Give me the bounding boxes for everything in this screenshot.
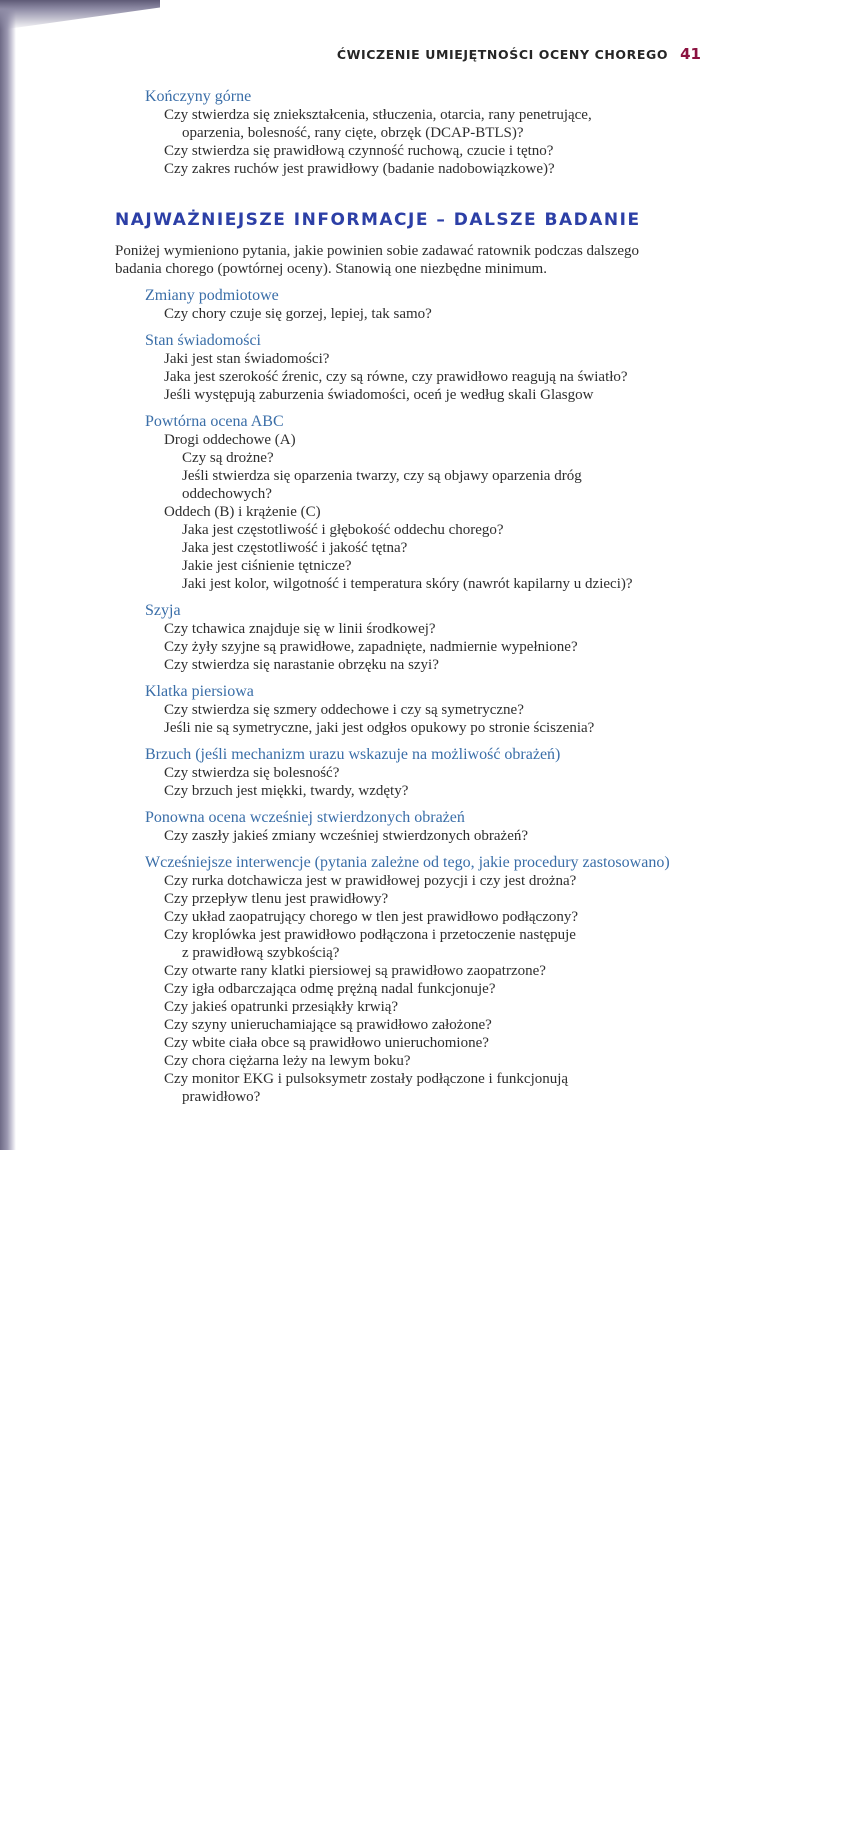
section-title: Ponowna ocena wcześniej stwierdzonych obrażeń: [145, 809, 465, 826]
section: [115, 808, 755, 845]
question-line: Czy igła odbarczająca odmę prężną nadal funkcjonuje?: [164, 981, 496, 997]
question-line: Czy kroplówka jest prawidłowo podłączona i przetoczenie następuje: [164, 927, 576, 943]
question-line: Jaka jest częstotliwość i głębokość oddechu chorego?: [182, 522, 504, 538]
question-line: Czy stwierdza się szmery oddechowe i czy są symetryczne?: [164, 702, 524, 718]
question-line: oparzenia, bolesność, rany cięte, obrzęk (DCAP-BTLS)?: [182, 125, 524, 141]
question-line: Jeśli nie są symetryczne, jaki jest odgłos opukowy po stronie ściszenia?: [164, 720, 595, 736]
question-line: Jaki jest stan świadomości?: [164, 351, 330, 367]
question-line: Jaka jest szerokość źrenic, czy są równe, czy prawidłowo reagują na światło?: [164, 369, 628, 385]
header-title: ĆWICZENIE UMIEJĘTNOŚCI OCENY CHOREGO: [336, 47, 669, 62]
question-line: Jaka jest częstotliwość i jakość tętna?: [182, 540, 408, 556]
running-header: [337, 45, 701, 63]
section: [115, 601, 755, 674]
question-line: Czy rurka dotchawicza jest w prawidłowej pozycji i czy jest drożna?: [164, 873, 577, 889]
question-line: Czy zakres ruchów jest prawidłowy (badanie nadobowiązkowe)?: [164, 161, 555, 177]
section: [115, 745, 755, 800]
section: [115, 331, 755, 404]
question-line: Czy tchawica znajduje się w linii środkowej?: [164, 621, 436, 637]
section-title: Powtórna ocena ABC: [145, 413, 284, 430]
intro-line: Poniżej wymieniono pytania, jakie powinien sobie zadawać ratownik podczas dalszego: [115, 243, 640, 259]
section-title: Zmiany podmiotowe: [145, 287, 279, 304]
question-line: prawidłowo?: [182, 1089, 261, 1105]
question-line: Czy jakieś opatrunki przesiąkły krwią?: [164, 999, 399, 1015]
main-heading: NAJWAŻNIEJSZE INFORMACJE – DALSZE BADANIE: [115, 210, 641, 230]
intro-paragraph: [115, 242, 755, 278]
section: [115, 412, 755, 593]
question-line: Czy są drożne?: [182, 450, 274, 466]
question-line: Czy chora ciężarna leży na lewym boku?: [164, 1053, 411, 1069]
question-sections: [115, 286, 755, 1106]
section: [115, 853, 755, 1106]
question-line: Jakie jest ciśnienie tętnicze?: [182, 558, 352, 574]
section-upper-limbs: [115, 87, 755, 178]
question-line: Jeśli stwierdza się oparzenia twarzy, czy są objawy oparzenia dróg: [182, 468, 582, 484]
section-title: Stan świadomości: [145, 332, 261, 349]
question-line: Czy otwarte rany klatki piersiowej są prawidłowo zaopatrzone?: [164, 963, 546, 979]
section-title: Szyja: [145, 602, 181, 619]
question-line: Drogi oddechowe (A): [164, 432, 296, 448]
section-title: Kończyny górne: [145, 88, 252, 105]
question-line: Czy żyły szyjne są prawidłowe, zapadnięte, nadmiernie wypełnione?: [164, 639, 578, 655]
question-line: Czy szyny unieruchamiające są prawidłowo założone?: [164, 1017, 492, 1033]
book-binding-shadow: [0, 0, 16, 1150]
question-line: Czy monitor EKG i pulsoksymetr zostały podłączone i funkcjonują: [164, 1071, 569, 1087]
question-line: Czy zaszły jakieś zmiany wcześniej stwierdzonych obrażeń?: [164, 828, 529, 844]
question-line: Czy przepływ tlenu jest prawidłowy?: [164, 891, 389, 907]
question-line: Czy stwierdza się zniekształcenia, stłuczenia, otarcia, rany penetrujące,: [164, 107, 592, 123]
question-line: Czy stwierdza się prawidłową czynność ruchową, czucie i tętno?: [164, 143, 554, 159]
question-line: Czy wbite ciała obce są prawidłowo unieruchomione?: [164, 1035, 489, 1051]
question-line: Czy układ zaopatrujący chorego w tlen jest prawidłowo podłączony?: [164, 909, 579, 925]
section-title: Klatka piersiowa: [145, 683, 254, 700]
question-line: Czy stwierdza się narastanie obrzęku na szyi?: [164, 657, 439, 673]
section: [115, 286, 755, 323]
question-line: oddechowych?: [182, 486, 272, 502]
question-line: Oddech (B) i krążenie (C): [164, 504, 321, 520]
book-binding-corner: [0, 0, 160, 30]
section: [115, 682, 755, 737]
section-title: Brzuch (jeśli mechanizm urazu wskazuje na możliwość obrażeń): [145, 746, 561, 763]
question-line: Czy chory czuje się gorzej, lepiej, tak samo?: [164, 306, 432, 322]
page-content: [115, 87, 755, 1114]
question-line: Czy stwierdza się bolesność?: [164, 765, 340, 781]
page-number: 41: [680, 45, 701, 63]
question-line: Czy brzuch jest miękki, twardy, wzdęty?: [164, 783, 409, 799]
intro-line: badania chorego (powtórnej oceny). Stanowią one niezbędne minimum.: [115, 261, 547, 277]
question-line: Jeśli występują zaburzenia świadomości, oceń je według skali Glasgow: [164, 387, 594, 403]
question-line: z prawidłową szybkością?: [182, 945, 340, 961]
question-line: Jaki jest kolor, wilgotność i temperatura skóry (nawrót kapilarny u dzieci)?: [182, 576, 633, 592]
section-title: Wcześniejsze interwencje (pytania zależne od tego, jakie procedury zastosowano): [145, 854, 670, 871]
